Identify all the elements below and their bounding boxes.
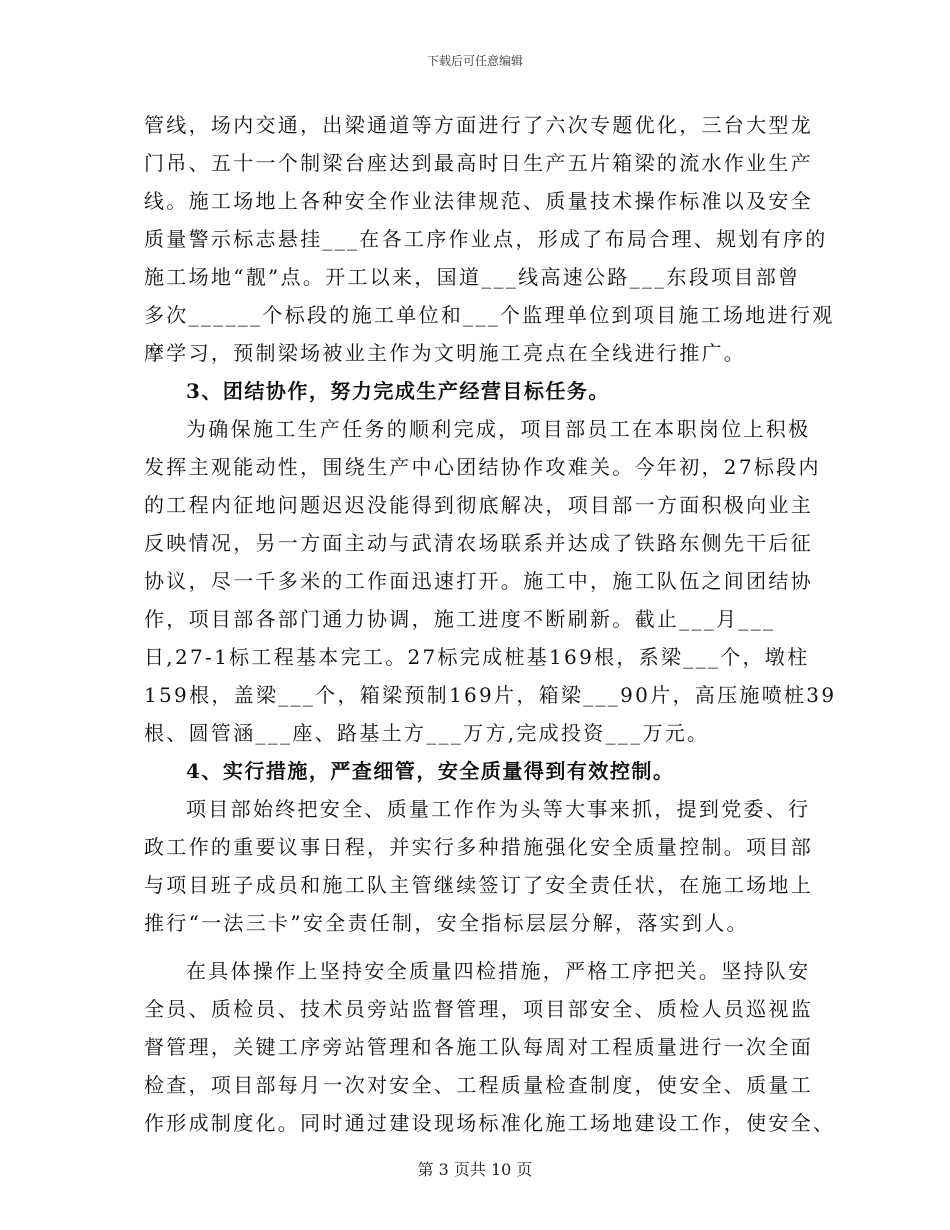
text-line: 的工程内征地问题迟迟没能得到彻底解决，项目部一方面积极向业主	[144, 493, 813, 517]
text-line: 发挥主观能动性，围绕生产中心团结协作攻难关。今年初，27标段内	[144, 455, 821, 479]
section-heading-3: 3、团结协作，努力完成生产经营目标任务。	[186, 379, 610, 403]
text-line: 门吊、五十一个制梁台座达到最高时日生产五片箱梁的流水作业生产	[144, 151, 813, 175]
text-line: 政工作的重要议事日程，并实行多种措施强化安全质量控制。项目部	[144, 835, 813, 859]
text-line: 反映情况，另一方面主动与武清农场联系并达成了铁路东侧先干后征	[144, 531, 813, 555]
text-line: 项目部始终把安全、质量工作作为头等大事来抓，提到党委、行	[186, 797, 811, 821]
text-line: 施工场地“靓”点。开工以来，国道___线高速公路___东段项目部曾	[144, 265, 801, 289]
text-line: 作，项目部各部门通力协调，施工进度不断刷新。截止___月___	[144, 607, 776, 631]
text-line: 线。施工场地上各种安全作业法律规范、质量技术操作标准以及安全	[144, 189, 813, 213]
text-line: 日,27-1标工程基本完工。27标完成桩基169根，系梁___个，墩柱	[144, 645, 810, 669]
text-line: 质量警示标志悬挂___在各工序作业点，形成了布局合理、规划有序的	[144, 227, 828, 251]
text-line: 作形成制度化。同时通过建设现场标准化施工场地建设工作，使安全、	[144, 1111, 836, 1135]
text-line: 159根，盖梁___个，箱梁预制169片，箱梁___90片，高压施喷桩39	[144, 683, 837, 707]
text-line: 检查，项目部每月一次对安全、工程质量检查制度，使安全、质量工	[144, 1073, 813, 1097]
document-body	[144, 106, 837, 1142]
text-line: 与项目班子成员和施工队主管继续签订了安全责任状，在施工场地上	[144, 873, 813, 897]
page-footer: 第 3 页共 10 页	[417, 1160, 533, 1179]
text-line: 根、圆管涵___座、路基土方___万方,完成投资___万元。	[144, 721, 710, 745]
text-line: 全员、质检员、技术员旁站监督管理，项目部安全、质检人员巡视监	[144, 997, 813, 1021]
page-header: 下载后可任意编辑	[426, 54, 523, 68]
text-line: 推行“一法三卡”安全责任制，安全指标层层分解，落实到人。	[144, 911, 749, 935]
text-line: 督管理，关键工序旁站管理和各施工队每周对工程质量进行一次全面	[144, 1035, 813, 1059]
text-line: 管线，场内交通，出梁通道等方面进行了六次专题优化，三台大型龙	[144, 113, 813, 137]
text-line: 摩学习，预制梁场被业主作为文明施工亮点在全线进行推广。	[144, 341, 747, 365]
section-heading-4: 4、实行措施，严查细管，安全质量得到有效控制。	[186, 759, 675, 783]
text-line: 在具体操作上坚持安全质量四检措施，严格工序把关。坚持队安	[186, 959, 811, 983]
text-line: 多次______个标段的施工单位和___个监理单位到项目施工场地进行观	[144, 303, 835, 327]
text-line: 为确保施工生产任务的顺利完成，项目部员工在本职岗位上积极	[186, 417, 811, 441]
text-line: 协议，尽一千多米的工作面迅速打开。施工中，施工队伍之间团结协	[144, 569, 813, 593]
paragraph-gap	[144, 942, 804, 952]
